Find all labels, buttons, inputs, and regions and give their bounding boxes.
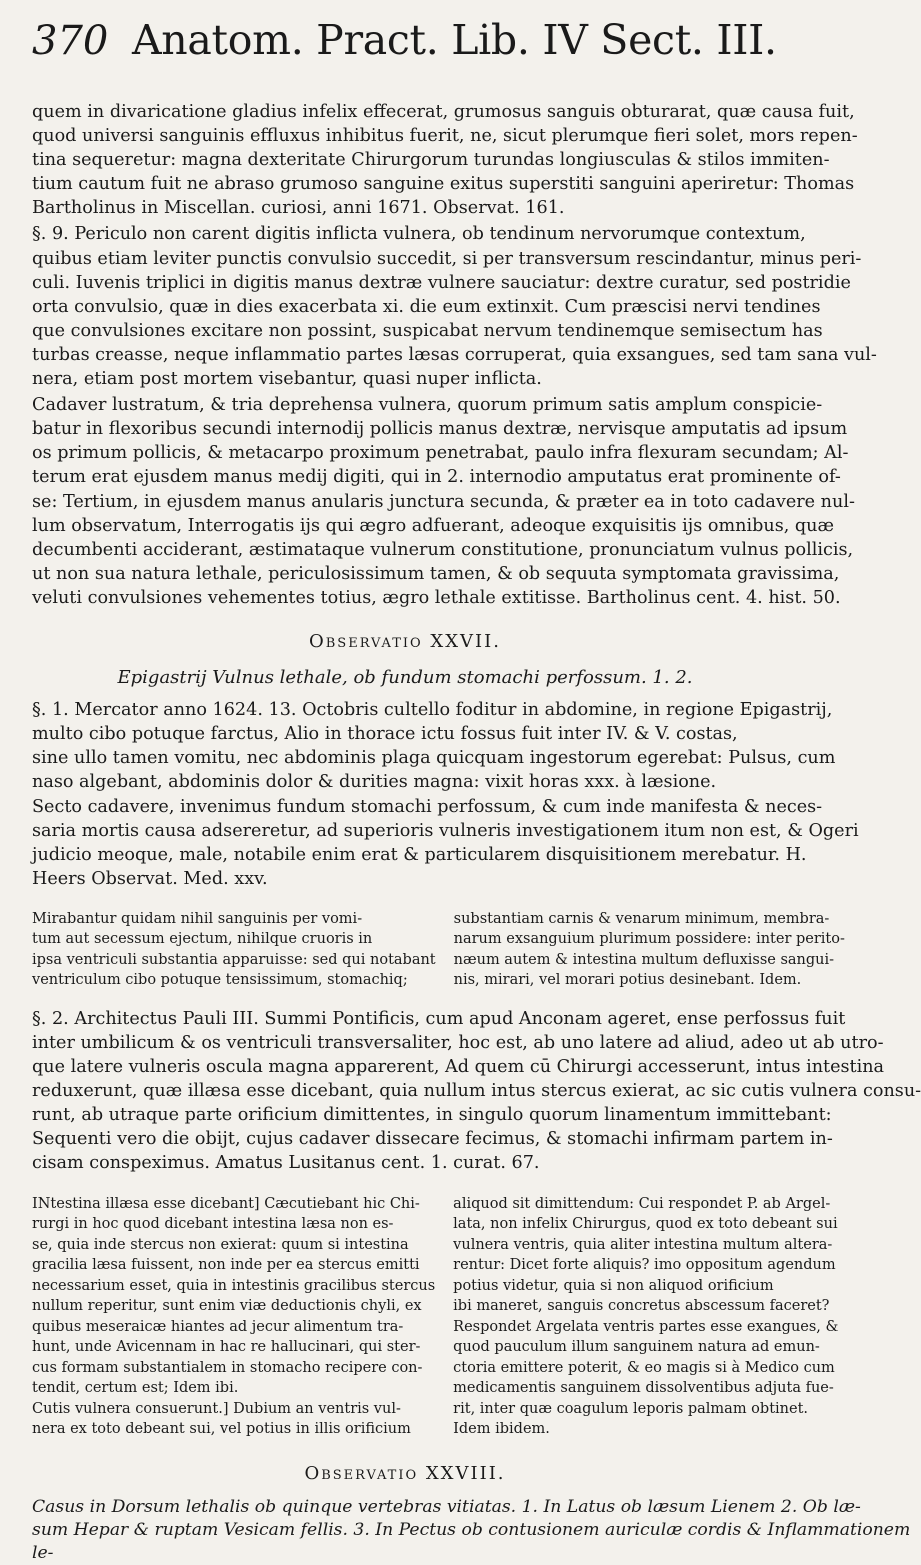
text-line: orta convulsio, quæ in dies exacerbata xi. die eum extinxit. Cum præscisi nervi tendines [32, 296, 821, 317]
text-line: nera, etiam post mortem visebantur, quasi nuper inflicta. [32, 369, 542, 390]
text-line: que latere vulneris oscula magna apparerent, Ad quem cū Chirurgi accesserunt, intus intestina [32, 1057, 885, 1078]
text-line: §. 9. Periculo non carent digitis inflicta vulnera, ob tendinum nervorumque contextum, [32, 224, 806, 245]
observation-27-subtitle: Epigastrij Vulnus lethale, ob fundum stomachi perfossum. 1. 2. [117, 667, 693, 689]
note-line: cus formam substantialem in stomacho recipere con- [32, 1359, 423, 1376]
text-line: que convulsiones excitare non possint, suspicabat nervum tendinemque semisectum has [32, 320, 823, 341]
note-line: Idem ibidem. [453, 1421, 550, 1438]
text-line: inter umbilicum & os ventriculi transversaliter, hoc est, ab uno latere ad aliud, adeo ut ab utro- [32, 1033, 884, 1053]
text-line: judicio meoque, male, notabile enim erat & particularem disquisitionem merebatur. H. [32, 844, 807, 865]
text-line: reduxerunt, quæ illæsa esse dicebant, quia nullum intus stercus exierat, ac sic cutis vulnera consu- [32, 1081, 921, 1102]
text-line: Sequenti vero die obijt, cujus cadaver dissecare fecimus, & stomachi infirmam partem in- [32, 1129, 833, 1150]
text-line: multo cibo potuque farctus, Alio in thorace ictu fossus fuit inter IV. & V. costas, [32, 724, 738, 745]
note-line: potius videtur, quia si non aliquod orificium [453, 1277, 774, 1294]
running-head: Anatom. Pract. Lib. IV Sect. III. [132, 16, 777, 64]
note-line: vulnera ventris, quia aliter intestina multum altera- [453, 1236, 833, 1253]
text-line: Cadaver lustratum, & tria deprehensa vulnera, quorum primum satis amplum conspicie- [32, 395, 823, 416]
note-line: nullum reperitur, sunt enim viæ deductionis chyli, ex [32, 1298, 422, 1315]
text-line: sine ullo tamen vomitu, nec abdominis plaga quicquam ingestorum egerebat: Pulsus, cum [32, 748, 836, 769]
note-line: tendit, certum est; Idem ibi. [32, 1380, 239, 1397]
subtitle-line: sum Hepar & ruptam Vesicam fellis. 3. In Pectus ob contusionem auriculæ cordis & Inflammationem [32, 1519, 911, 1540]
main-text [32, 100, 921, 1565]
text-line: runt, ab utraque parte orificium dimittentes, in singulo quorum linamentum immittebant: [32, 1105, 832, 1126]
note-line: ibi maneret, sanguis concretus abscessum faceret? [453, 1298, 830, 1315]
note-right-column [453, 1194, 838, 1440]
text-line: Secto cadavere, invenimus fundum stomachi perfossum, & cum inde manifesta & neces- [32, 796, 823, 817]
observation-28-title: Observatio XXVIII. [304, 1462, 506, 1484]
note-line: Cutis vulnera consuerunt.] Dubium an ventris vul- [32, 1400, 401, 1417]
text-line: culi. Iuvenis triplici in digitis manus dextræ vulnere sauciatur: dextre curatur, sed postridie [32, 272, 851, 293]
note-line: quod pauculum illum sanguinem natura ad emun- [453, 1339, 820, 1356]
note-line: Respondet Argelata ventris partes esse exangues, & [453, 1318, 839, 1335]
observation-27-note-2 [32, 1194, 839, 1440]
text-line: naso algebant, abdominis dolor & durities magna: vixit horas xxx. à læsione. [32, 772, 717, 793]
text-line: Heers Observat. Med. xxv. [32, 868, 268, 889]
text-line: quibus etiam leviter punctis convulsio succedit, si per transversum rescindantur, minus peri- [32, 248, 862, 269]
note-line: næum autem & intestina multum defluxisse sangui- [453, 951, 835, 968]
note-line: ipsa ventriculi substantia apparuisse: sed qui notabant [32, 951, 436, 968]
text-line: tium cautum fuit ne abraso grumoso sanguine exitus superstiti sanguini aperiretur: Thomas [32, 174, 855, 195]
observation-27-title: Observatio XXVII. [309, 630, 501, 652]
observation-28-subtitle [32, 1496, 911, 1565]
text-line: terum erat ejusdem manus medij digiti, qui in 2. internodio amputatus erat prominente of- [32, 467, 841, 488]
note-line: rentur: Dicet forte aliquis? imo oppositum agendum [453, 1257, 836, 1274]
note-line: ctoria emittere poterit, & eo magis si à Medico cum [453, 1359, 835, 1376]
text-line: se: Tertium, in ejusdem manus anularis junctura secunda, & præter ea in toto cadavere nul- [32, 491, 855, 512]
text-line: cisam conspeximus. Amatus Lusitanus cent. 1. curat. 67. [32, 1153, 540, 1174]
note-line: gracilia læsa fuissent, non inde per ea stercus emitti [32, 1257, 420, 1274]
text-line: lum observatum, Interrogatis ijs qui ægro adfuerant, adeoque exquisitis ijs omnibus, quæ [32, 515, 835, 536]
note-line: medicamentis sanguinem dissolventibus adjuta fue- [453, 1380, 834, 1397]
text-line: §. 2. Architectus Pauli III. Summi Pontificis, cum apud Anconam ageret, ense perfossus fuit [32, 1008, 846, 1029]
note-line: INtestina illæsa esse dicebant] Cæcutiebant hic Chi- [32, 1195, 420, 1212]
note-line: rurgi in hoc quod dicebant intestina læsa non es- [32, 1216, 394, 1233]
note-line: narum exsanguium plurimum possidere: inter perito- [453, 931, 845, 948]
subtitle-line: Casus in Dorsum lethalis ob quinque vertebras vitiatas. 1. In Latus ob læsum Lienem 2. Ob læ- [32, 1496, 861, 1517]
observation-27-note-1 [32, 909, 845, 991]
text-line: tina sequeretur: magna dexteritate Chirurgorum turundas longiusculas & stilos immiten- [32, 150, 830, 171]
observation-27-section-1 [32, 698, 859, 891]
note-line: lata, non infelix Chirurgus, quod ex toto debeant sui [453, 1216, 838, 1233]
text-line: ut non sua natura lethale, periculosissimum tamen, & ob sequuta symptomata gravissima, [32, 563, 840, 584]
note-line: tum aut secessum ejectum, nihilque cruoris in [32, 931, 373, 948]
note-line: nis, mirari, vel morari potius desinebant. Idem. [453, 972, 802, 989]
note-line: nera ex toto debeant sui, vel potius in illis orificium [32, 1421, 411, 1438]
text-line: saria mortis causa adsereretur, ad superioris vulneris investigationem itum non est, & Ogeri [32, 820, 859, 841]
note-line: Mirabantur quidam nihil sanguinis per vomi- [32, 910, 363, 927]
text-line: Bartholinus in Miscellan. curiosi, anni 1671. Observat. 161. [32, 198, 565, 219]
text-line: decumbenti acciderant, æstimataque vulnerum constitutione, pronunciatum vulnus pollicis, [32, 539, 854, 560]
text-line: os primum pollicis, & metacarpo proximum penetrabat, paulo infra flexuram secundam; Al- [32, 443, 849, 464]
note-line: aliquod sit dimittendum: Cui respondet P. ab Argel- [453, 1195, 831, 1212]
note-left-column [32, 909, 436, 991]
text-line: quem in divaricatione gladius infelix effecerat, grumosus sanguis obturarat, quæ causa fuit, [32, 102, 855, 122]
text-line: batur in flexoribus secundi internodij pollicis manus dextræ, nervisque amputatis ad ipsum [32, 419, 848, 440]
note-line: quibus meseraicæ hiantes ad jecur alimentum tra- [32, 1318, 404, 1335]
page-header [32, 16, 778, 98]
note-right-column [454, 909, 845, 991]
note-line: ventriculum cibo potuque tensissimum, stomachiq; [32, 972, 408, 989]
note-line: hunt, unde Avicennam in hac re hallucinari, qui ster- [32, 1339, 421, 1356]
note-line: se, quia inde stercus non exierat: quum si intestina [32, 1236, 409, 1253]
text-line: quod universi sanguinis effluxus inhibitus fuerit, ne, sicut plerumque fieri solet, mors repen- [32, 126, 858, 147]
observation-27-section-2 [32, 1007, 921, 1176]
note-left-column [32, 1194, 435, 1440]
text-line: §. 1. Mercator anno 1624. 13. Octobris cultello foditur in abdomine, in regione Epigastrij, [32, 700, 833, 721]
note-line: substantiam carnis & venarum minimum, membra- [453, 910, 830, 927]
note-line: necessarium esset, quia in intestinis gracilibus stercus [32, 1277, 436, 1294]
subtitle-line: le- [32, 1542, 54, 1563]
page-number: 370 [32, 18, 109, 64]
continuation-paragraphs [32, 100, 877, 610]
text-line: turbas creasse, neque inflammatio partes læsas corruperat, quia exsangues, sed tam sana vul- [32, 344, 877, 365]
text-line: veluti convulsiones vehementes totius, ægro lethale extitisse. Bartholinus cent. 4. hist. 50. [32, 587, 841, 608]
note-line: rit, inter quæ coagulum leporis palmam obtinet. [453, 1400, 809, 1417]
